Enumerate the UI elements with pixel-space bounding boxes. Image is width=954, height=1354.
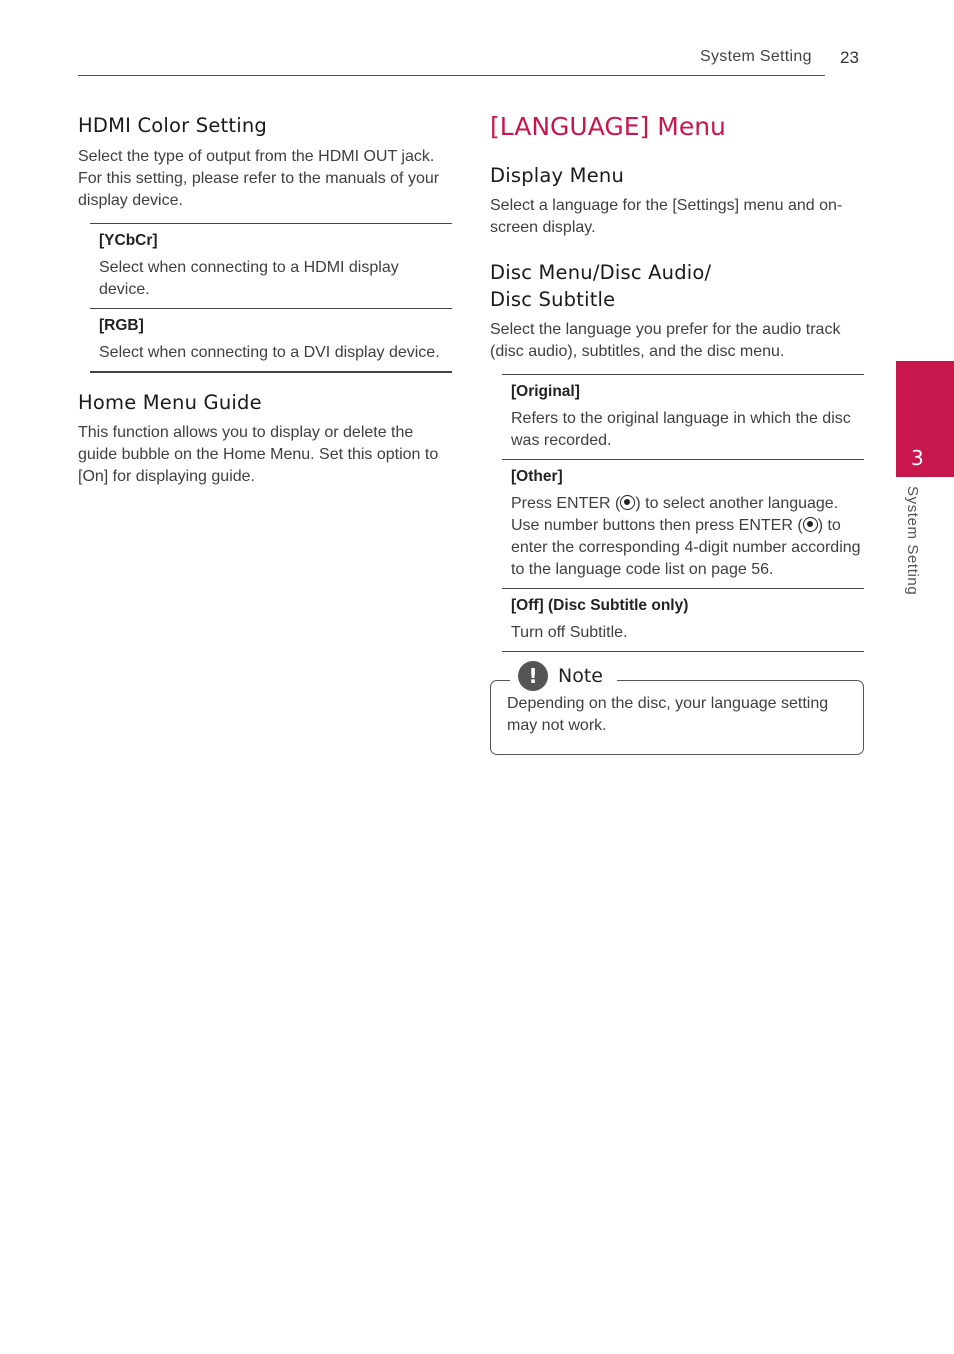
home-menu-guide-section xyxy=(78,389,452,488)
enter-button-icon xyxy=(803,517,818,532)
option-other-desc-part1: Press ENTER ( xyxy=(511,495,621,512)
note-box xyxy=(490,680,864,755)
option-original xyxy=(502,375,864,459)
hdmi-color-setting-heading: HDMI Color Setting xyxy=(78,114,267,137)
option-ycbcr xyxy=(90,224,452,308)
enter-button-icon xyxy=(620,495,635,510)
hdmi-color-options-table xyxy=(90,223,452,373)
display-menu-section xyxy=(490,162,864,239)
option-original-name: [Original] xyxy=(511,383,580,400)
option-original-desc: Refers to the original language in which the disc was recorded. xyxy=(511,410,851,449)
display-menu-heading: Display Menu xyxy=(490,164,625,187)
disc-menu-section xyxy=(490,259,864,652)
home-menu-guide-description: This function allows you to display or delete the guide bubble on the Home Menu. Set this option to [On] for displaying guide. xyxy=(78,424,439,485)
right-column xyxy=(490,112,864,755)
option-other-desc-part3: ) to enter the corresponding 4-digit number according to the language code list on page 56. xyxy=(511,517,861,578)
hdmi-color-setting-section xyxy=(78,112,452,373)
disc-menu-heading xyxy=(490,259,864,313)
option-ycbcr-desc: Select when connecting to a HDMI display device. xyxy=(99,259,399,298)
option-other xyxy=(502,459,864,588)
disc-menu-heading-line2: Disc Subtitle xyxy=(490,288,616,311)
option-rgb-name: [RGB] xyxy=(99,317,144,334)
page-number: 23 xyxy=(840,48,859,67)
option-other-name: [Other] xyxy=(511,468,563,485)
chapter-tab-number: 3 xyxy=(911,446,924,470)
left-column xyxy=(78,112,452,488)
chapter-tab-label: System Setting xyxy=(904,486,921,596)
note-callout xyxy=(490,664,864,755)
running-header-section: System Setting xyxy=(700,48,812,65)
disc-menu-description: Select the language you prefer for the audio track (disc audio), subtitles, and the disc menu. xyxy=(490,321,841,360)
note-label-text: Note xyxy=(558,665,603,687)
home-menu-guide-heading: Home Menu Guide xyxy=(78,391,262,414)
language-menu-title: [LANGUAGE] Menu xyxy=(490,112,726,141)
disc-menu-heading-line1: Disc Menu/Disc Audio/ xyxy=(490,261,712,284)
note-label xyxy=(510,661,617,691)
header-divider xyxy=(78,75,825,76)
option-rgb xyxy=(90,308,452,371)
exclamation-circle-icon: ! xyxy=(518,661,548,691)
option-rgb-desc: Select when connecting to a DVI display device. xyxy=(99,344,440,361)
chapter-tab xyxy=(896,361,954,477)
option-off xyxy=(502,588,864,651)
display-menu-description: Select a language for the [Settings] menu and on-screen display. xyxy=(490,197,843,236)
disc-language-options-table xyxy=(502,374,864,652)
option-off-desc: Turn off Subtitle. xyxy=(511,624,628,641)
option-other-desc xyxy=(511,493,864,581)
option-off-name: [Off] (Disc Subtitle only) xyxy=(511,597,689,614)
option-other-desc-part2: ) to select another language. Use number buttons then press ENTER ( xyxy=(511,495,839,534)
hdmi-color-setting-description: Select the type of output from the HDMI OUT jack. For this setting, please refer to the manuals of your display device. xyxy=(78,148,440,209)
option-ycbcr-name: [YCbCr] xyxy=(99,232,158,249)
note-text: Depending on the disc, your language setting may not work. xyxy=(507,695,829,734)
